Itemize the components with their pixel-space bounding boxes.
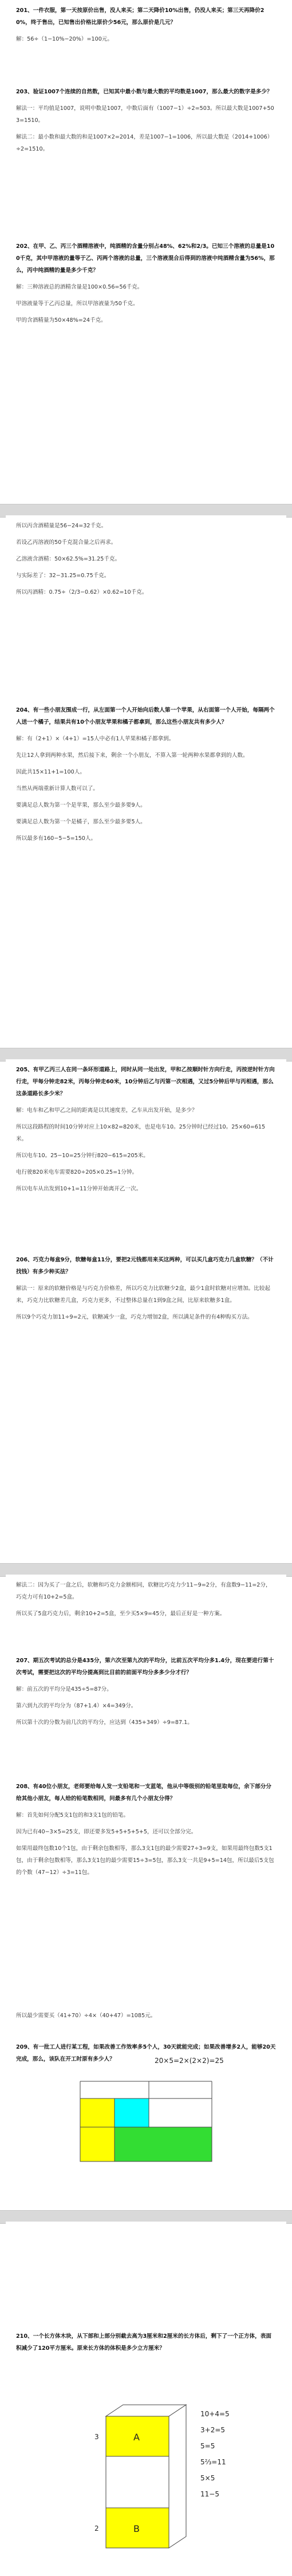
- solution-line: 乙溶液含酒精：50×62.5%=31.25千克。: [16, 556, 121, 562]
- text-block: [16, 1579, 276, 1624]
- text-block: [16, 1781, 276, 1883]
- calc-line: 3+2=5: [200, 2426, 226, 2434]
- calc-line: 5×5: [200, 2474, 215, 2482]
- question-text: 203、验证1007个连续的自然数，已知其中最小数与最大数的平均数是1007，那么最大的数字是多少？: [16, 89, 273, 95]
- solution-line: 如果用最终包数10个1包，由于剩余包数相等，那么3支1包的最少需要27÷3=9支，如果用最终包数5支1包，由于剩余包数相等，那么3支1包的最少需要15÷3=5包，那么3支一共是9+5=14包，所以最后5支包的个数（47−12）÷3=11包。: [16, 1845, 274, 1876]
- text-block: [16, 1655, 276, 1733]
- solution-line: 解：56÷（1−10%−20%）=100元。: [16, 36, 113, 42]
- text-block: [16, 1254, 276, 1328]
- solution-line: 解法一：平均值是1007，说明中数是1007，中数后面有（1007−1）÷2=503。所以最大数是1007+503=1510。: [16, 105, 274, 124]
- solution-line: 所以丙含酒精量是56−24=32千克。: [16, 523, 107, 529]
- q210-box-middle: [106, 2456, 169, 2508]
- solution-line: 若设乙丙溶液的50千克混合量之后再求。: [16, 539, 117, 546]
- solution-line: 解：有（2+1）×（4+1）=15人中必有1人苹果和橘子都拿到。: [16, 736, 175, 742]
- question-text: 210、一个长方体木块，从下部和上部分别截去高为3厘米和2厘米的长方体后，剩下了一个正方体，表面积减少了120平方厘米。原来长方体的体积是多少立方厘米？: [16, 2333, 271, 2352]
- text-block: [16, 240, 276, 331]
- text-block: [16, 520, 276, 603]
- solution-line: 甲溶液量等于乙丙总量，所以甲溶液量为50千克。: [16, 301, 139, 307]
- solution-line: 所以这段路程的时间10分钟对应上10×82=820米，也是电车10。25分钟时已经过10。25×60=615米。: [16, 1124, 266, 1142]
- q209-bottom-yellow: [80, 2127, 115, 2161]
- document-page-3: [6, 1059, 286, 1563]
- q210-dim-3: 3: [94, 2433, 99, 2441]
- calc-line: 10+4=5: [200, 2410, 230, 2418]
- q210-label-b: B: [133, 2523, 140, 2534]
- solution-line: 电行驶820米电车需要820÷205×0.25=1分钟。: [16, 1169, 138, 1175]
- q210-box-diagram: [83, 2399, 266, 2571]
- question-text: 202、在甲、乙、丙三个酒精溶液中，纯酒精的含量分别占48%、62%和2/3。已知三个溶液的总量是100千克，其中甲溶液的量等于乙、丙两个溶液的总量，三个溶液混合后得到的溶液中纯酒精含量为56%，那么，丙中纯酒精的量是多少千克？: [16, 243, 275, 274]
- solution-line: 因为已有40−3×5=25支，即还要多发5+5+5+5+5，还可以全部分完。: [16, 1829, 197, 1835]
- text-block: [16, 2010, 276, 2026]
- question-text: 206、巧克力每盒9分，软糖每盒11分，要把2元钱都用来买这两种，可以买几盒巧克力几盒软糖？（不计找钱）有多少种买法？: [16, 1257, 274, 1275]
- q209-bar-diagram: [69, 2053, 240, 2190]
- q209-top-cyan: [115, 2098, 149, 2127]
- q210-box-side: [169, 2405, 186, 2548]
- text-block: [16, 2330, 276, 2359]
- solution-line: 当然从两端重新计算人数可以了。: [16, 786, 98, 792]
- solution-line: 解法二：最小数和最大数的和是1007×2=2014，差是1007−1=1006，所以最大数是（2014+1006）÷2=1510。: [16, 134, 273, 152]
- solution-line: 所以电车10。25−10=25分钟行820−615=205米。: [16, 1153, 149, 1159]
- solution-line: 所以9个巧克力加11÷9=2元，软糖减少一盒，巧克力增加2盒，所以满足条件的有4种购买方法。: [16, 1314, 253, 1320]
- calc-line: 11−5: [200, 2490, 219, 2498]
- question-text: 201、一件衣服，第一天按原价出售，没人来买；第二天降价10%出售，仍没人来买；第三天再降价20%，终于售出，已知售出价格比原价少56元，那么原价是几元？: [16, 7, 265, 26]
- solution-line: 先让12人拿到两种水果，然后接下来，剩余一个小朋友，不算入第一轮两种水果都拿到的人数。: [16, 752, 248, 759]
- solution-line: 解：三种溶液总的酒精含量是100×0.56=56千克。: [16, 284, 143, 290]
- solution-line: 第六到九次的平均分为（87+1.4）×4=349分。: [16, 1703, 137, 1709]
- question-text: 207、期五次考试的总分是435分，第六次至第九次的平均分，比前五次平均分多1.4分，现在要进行第十次考试，需要把这次的平均分提高到比目前的前面平均分多多少分才行？: [16, 1658, 274, 1676]
- question-text: 205、有甲乙丙三人在同一条环形道路上，同时从同一处出发，甲和乙按顺时针方向行走，丙按逆时针方向行走，甲每分钟走82米，丙每分钟走60米，10分钟后乙与丙第一次相遇，又过5分钟后甲与丙相遇，那么这条道路长多少米？: [16, 1067, 275, 1097]
- text-block: [16, 1064, 276, 1200]
- solution-line: 所以电车从出发到10+1=11分钟开始离开乙一次。: [16, 1186, 142, 1192]
- document-page-1: [6, 0, 286, 504]
- solution-line: 解：前五次的平均分是435÷5=87分。: [16, 1686, 112, 1693]
- solution-line: 解：电车和乙和甲乙之间的距离是以其速度差，乙车从出发开始，是多少？: [16, 1107, 198, 1114]
- solution-line: 解：首先如何分配5支1包的和3支1包的铅笔。: [16, 1812, 129, 1818]
- question-text: 204、有一些小朋友围成一行，从左面第一个人开始向后数人第一个苹果，从右面第一个人开始，每隔两个人送一个橘子，结果共有10个小朋友苹果和橘子都拿到，那么这些小朋友共有多少人？: [16, 707, 275, 725]
- calc-line: 5=5: [200, 2442, 215, 2450]
- text-block: [16, 5, 276, 50]
- solution-line: 所以第十次的分数为前几次的平均分，应达到（435+349）÷9=87.1。: [16, 1719, 193, 1726]
- solution-line: 解法一：原来的软糖价格是与巧克力价格差，所以巧克力比软糖少2盒，最少1盒时软糖对应增加。比较起来，巧克力比软糖差几盒，巧克力更多，不过整体总量在1到9盒之间，比原来软糖多1盒。: [16, 1285, 270, 1304]
- q209-top-white: [149, 2098, 212, 2127]
- solution-line: 因此共15×11+1=100人。: [16, 769, 85, 775]
- text-block: [16, 704, 276, 849]
- solution-line: 解法二：因为买了一盒之后，软糖和巧克力金额相同，软糖比巧克力少11−9=2分，有盒数9−11=2分，巧克力可有10+2=5盒。: [16, 1582, 271, 1600]
- solution-line: 要满足总人数为第一个是橘子，那么至少最多要5人。: [16, 819, 146, 825]
- question-text: 209、有一批工人进行某工程，如果改善工作效率多5个人，30天就能完成；如果改善增多2人，能够20天完成，那么，该队在开工时原有多少人？: [16, 2044, 276, 2062]
- q209-bottom-green: [115, 2127, 212, 2161]
- solution-line: 所以丙酒精：0.75÷（2/3−0.62）×0.62=10千克。: [16, 589, 148, 595]
- q210-label-a: A: [133, 2432, 140, 2443]
- text-block: [16, 86, 276, 160]
- question-text: 208、有40位小朋友，老师要给每人发一支铅笔和一支蓝笔，他从中等级别的铅笔里取每位，余下部分分给其他小朋友，每人给的铅笔数相同，问最多有几个小朋友分得？: [16, 1784, 271, 1802]
- q209-top-yellow: [80, 2098, 115, 2127]
- q210-dim-2: 2: [94, 2524, 99, 2532]
- solution-line: 甲的含酒精量为50×48%=24千克。: [16, 317, 106, 324]
- calc-line: 5⅔=11: [200, 2458, 226, 2466]
- document-page-2: [6, 515, 286, 1048]
- solution-line: 所以最多有160−5−5=150人。: [16, 835, 97, 842]
- solution-line: 与实际差了：32−31.25=0.75千克。: [16, 573, 110, 579]
- q210-calc-lines: [200, 2410, 230, 2498]
- solution-line: 要满足总人数为第一个是苹果，那么至少最多要9人。: [16, 802, 146, 808]
- q209-equation: 20×5=2×(2×2)=25: [155, 2057, 224, 2065]
- solution-line: 所以最少需要买（41+70）÷4×（40+47）=1085元。: [16, 2013, 156, 2019]
- solution-line: 所以买了5盒巧克力后，剩余10+2=5盒，至少买5×9=45分，最后正好是一种方案。: [16, 1611, 226, 1617]
